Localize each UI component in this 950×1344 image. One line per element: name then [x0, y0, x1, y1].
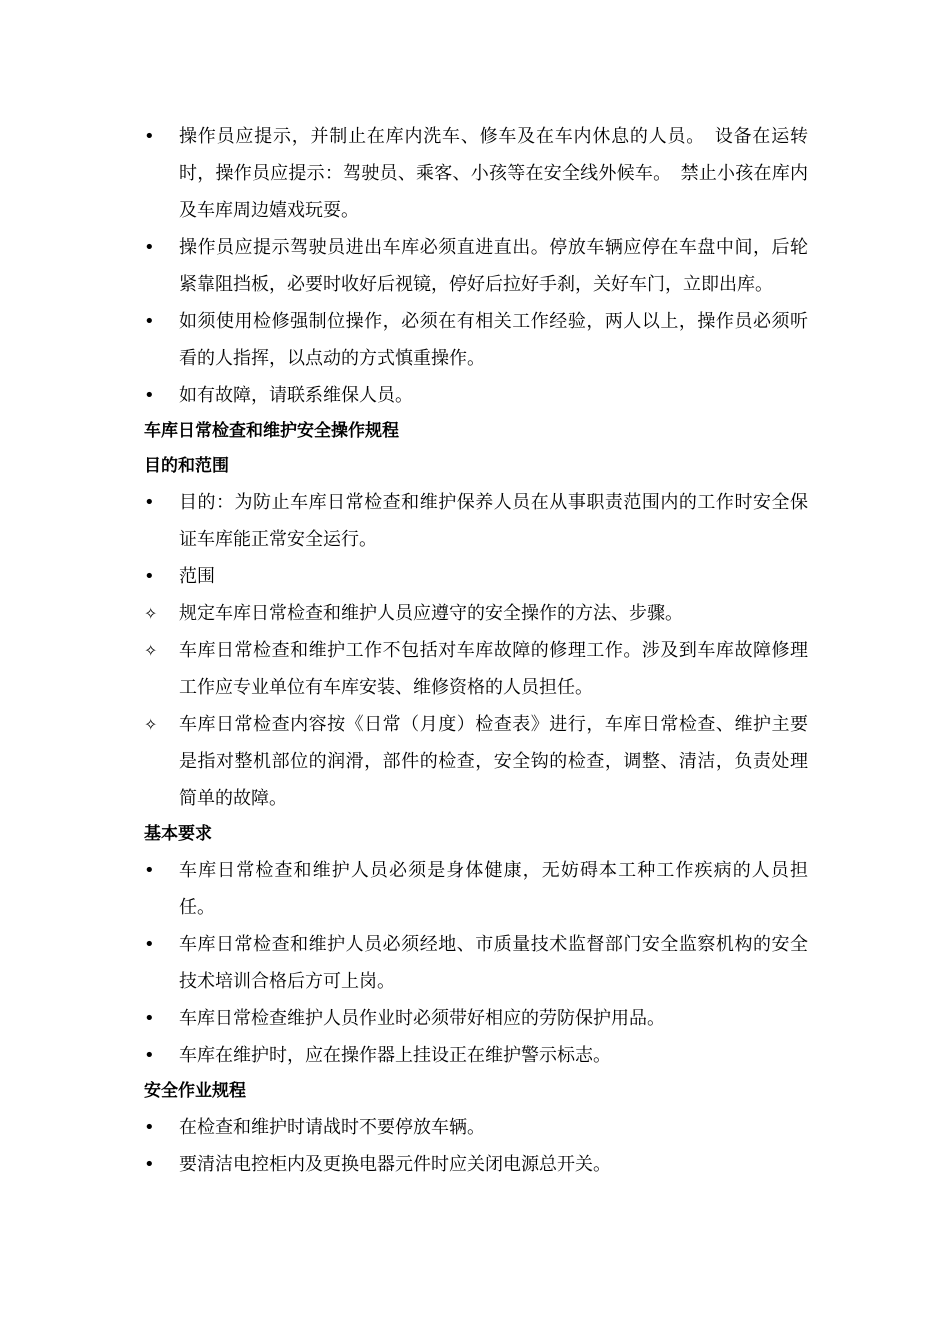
bullet-icon: •: [144, 492, 155, 513]
list-item-text: 车库日常检查内容按《日常（月度）检查表》进行，车库日常检查、维护主要是指对整机部位的润滑，部件的检查，安全钩的检查，调整、清洁，负责处理简单的故障。: [179, 714, 808, 809]
bullet-icon: •: [144, 1154, 155, 1175]
section-heading-safety: 安全作业规程: [144, 1081, 246, 1101]
sub-list-item: [144, 595, 808, 632]
bullet-icon: •: [144, 126, 155, 147]
bullet-icon: •: [144, 860, 155, 881]
list-item: [144, 1037, 808, 1074]
sub-list-item: [144, 632, 808, 706]
list-item-text: 车库日常检查和维护人员必须经地、市质量技术监督部门安全监察机构的安全技术培训合格后方可上岗。: [179, 934, 808, 992]
list-item-text: 车库日常检查和维护人员必须是身体健康，无妨碍本工种工作疾病的人员担任。: [179, 860, 808, 918]
list-item-text: 车库在维护时，应在操作器上挂设正在维护警示标志。: [179, 1045, 611, 1066]
list-item: [144, 852, 808, 926]
bullet-icon: •: [144, 385, 155, 406]
bullet-icon: •: [144, 311, 155, 332]
document-title: 车库日常检查和维护安全操作规程: [144, 421, 399, 441]
sub-list-item: [144, 706, 808, 817]
list-item: [144, 303, 808, 377]
list-item: [144, 229, 808, 303]
list-item: [144, 1146, 808, 1183]
list-item-text: 要清洁电控柜内及更换电器元件时应关闭电源总开关。: [179, 1154, 611, 1175]
list-item-text: 操作员应提示驾驶员进出车库必须直进直出。停放车辆应停在车盘中间，后轮紧靠阻挡板，必要时收好后视镜，停好后拉好手刹，关好车门，立即出库。: [179, 237, 808, 295]
list-item: [144, 558, 808, 595]
list-item: [144, 377, 808, 414]
bullet-icon: •: [144, 566, 155, 587]
list-item: [144, 926, 808, 1000]
list-item-text: 目的：为防止车库日常检查和维护保养人员在从事职责范围内的工作时安全保证车库能正常安全运行。: [179, 492, 808, 550]
list-item-text: 操作员应提示，并制止在库内洗车、修车及在车内休息的人员。 设备在运转时，操作员应提示：驾驶员、乘客、小孩等在安全线外候车。 禁止小孩在库内及车库周边嬉戏玩耍。: [179, 126, 808, 221]
bullet-icon: •: [144, 1117, 155, 1138]
bullet-icon: •: [144, 237, 155, 258]
list-item-text: 范围: [179, 566, 215, 587]
bullet-icon: •: [144, 934, 155, 955]
bullet-icon: •: [144, 1008, 155, 1029]
diamond-icon: ✧: [144, 604, 158, 623]
list-item: [144, 118, 808, 229]
list-item-text: 规定车库日常检查和维护人员应遵守的安全操作的方法、步骤。: [179, 603, 683, 624]
list-item: [144, 1000, 808, 1037]
list-item-text: 如有故障，请联系维保人员。: [179, 385, 413, 406]
list-item: [144, 1109, 808, 1146]
diamond-icon: ✧: [144, 641, 158, 660]
diamond-icon: ✧: [144, 715, 158, 734]
section-heading-basic: 基本要求: [144, 824, 212, 844]
bullet-icon: •: [144, 1045, 155, 1066]
section-heading-purpose: 目的和范围: [144, 456, 229, 476]
document-page: [144, 118, 808, 1183]
list-item-text: 如须使用检修强制位操作，必须在有相关工作经验，两人以上，操作员必须听看的人指挥，以点动的方式慎重操作。: [179, 311, 808, 369]
list-item-text: 在检查和维护时请战时不要停放车辆。: [179, 1117, 485, 1138]
list-item-text: 车库日常检查和维护工作不包括对车库故障的修理工作。涉及到车库故障修理工作应专业单位有车库安装、维修资格的人员担任。: [179, 640, 808, 698]
list-item: [144, 484, 808, 558]
list-item-text: 车库日常检查维护人员作业时必须带好相应的劳防保护用品。: [179, 1008, 665, 1029]
